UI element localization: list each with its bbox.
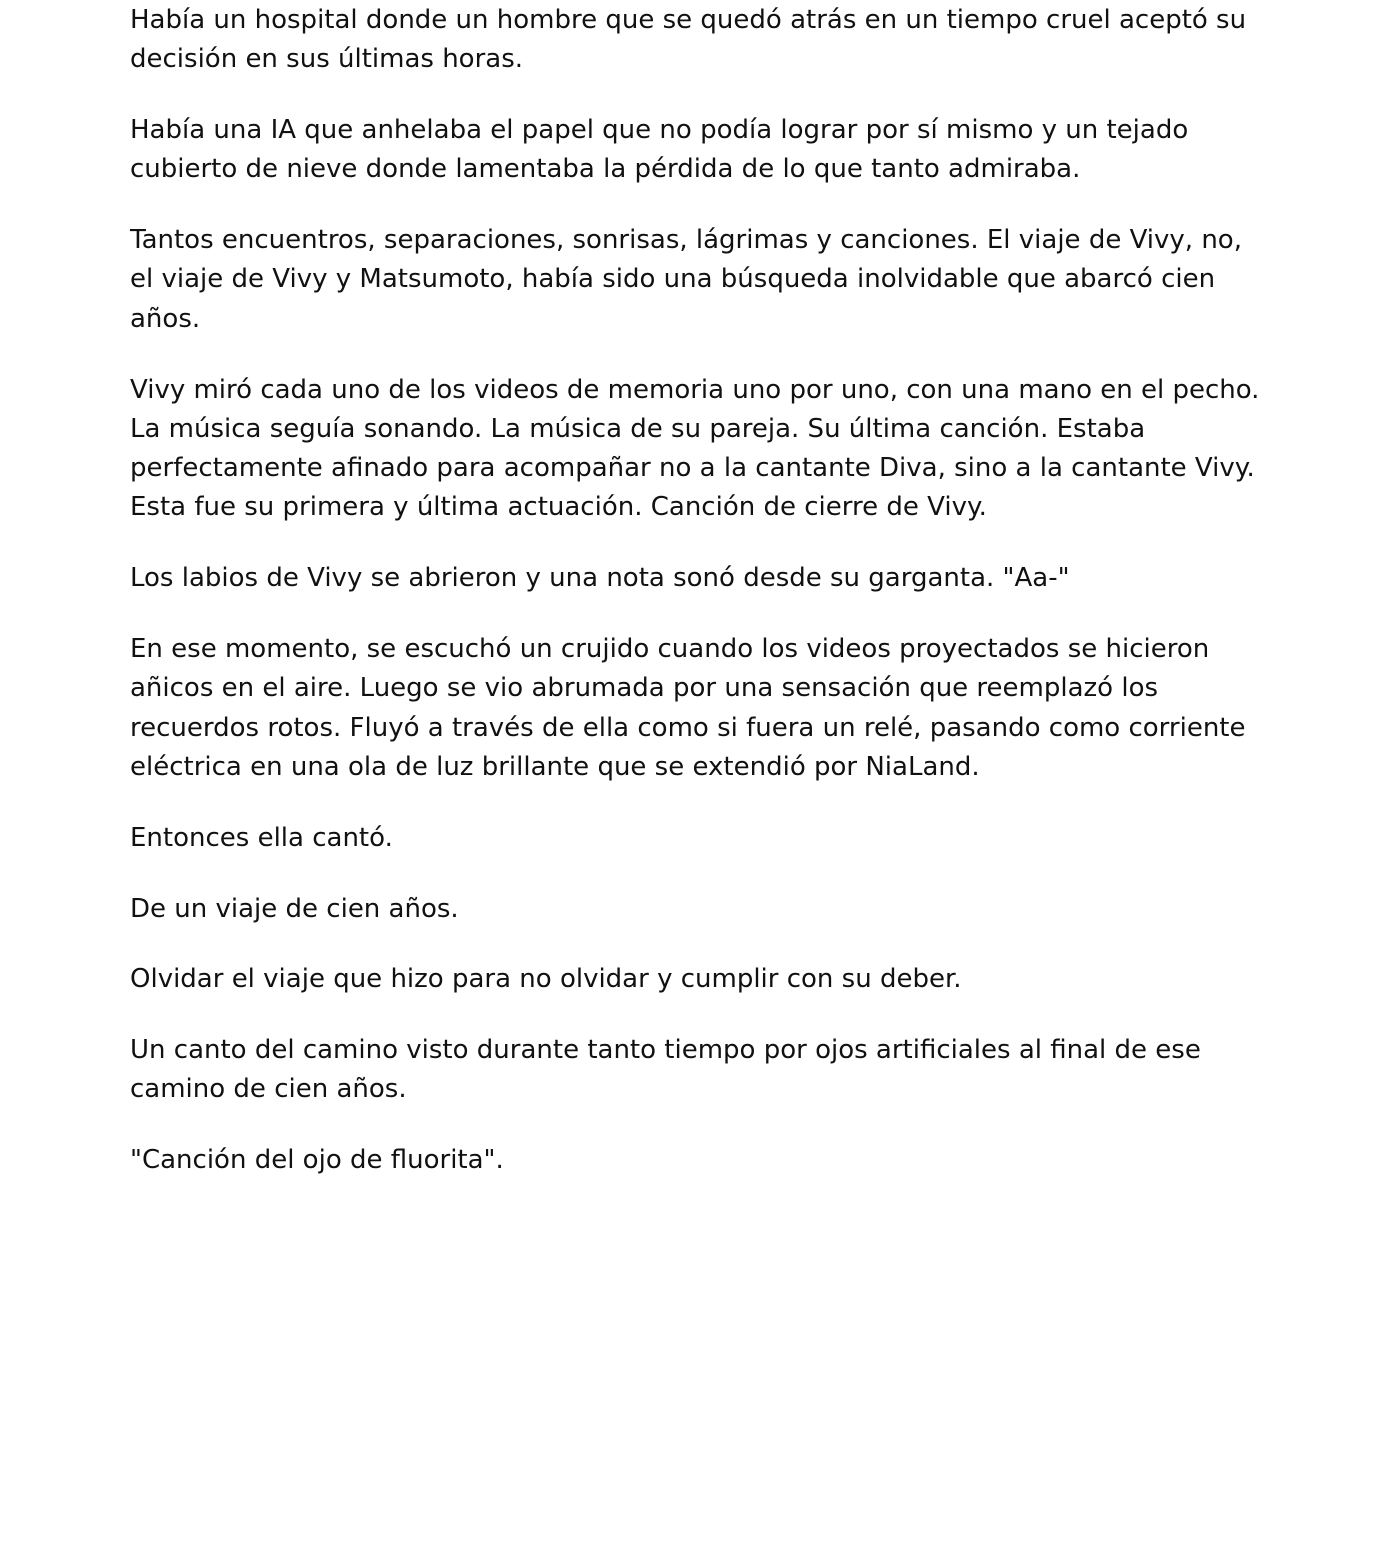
paragraph-10: Un canto del camino visto durante tanto tiempo por ojos artificiales al final de ese camino de cien años. <box>130 1035 1201 1105</box>
paragraph-9: Olvidar el viaje que hizo para no olvidar y cumplir con su deber. <box>130 964 962 995</box>
paragraph-2: Había una IA que anhelaba el papel que no podía lograr por sí mismo y un tejado cubierto de nieve donde lamentaba la pérdida de lo que tanto admiraba. <box>130 115 1189 185</box>
paragraph-1: Había un hospital donde un hombre que se quedó atrás en un tiempo cruel aceptó su decisión en sus últimas horas. <box>130 5 1247 75</box>
paragraph-7: Entonces ella cantó. <box>130 822 393 853</box>
paragraph-8: De un viaje de cien años. <box>130 893 459 924</box>
document-body <box>130 1 1270 1181</box>
paragraph-6: En ese momento, se escuchó un crujido cuando los videos proyectados se hicieron añicos en el aire. Luego se vio abrumada por una sensación que reemplazó los recuerdos rotos. Fluyó a través de ella como si fuera un relé, pasando como corriente eléctrica en una ola de luz brillante que se extendió por NiaLand. <box>130 634 1246 782</box>
paragraph-3: Tantos encuentros, separaciones, sonrisas, lágrimas y canciones. El viaje de Vivy, no, el viaje de Vivy y Matsumoto, había sido una búsqueda inolvidable que abarcó cien años. <box>130 225 1242 334</box>
paragraph-4: Vivy miró cada uno de los videos de memoria uno por uno, con una mano en el pecho. La música seguía sonando. La música de su pareja. Su última canción. Estaba perfectamente afinado para acompañar no a la cantante Diva, sino a la cantante Vivy. Esta fue su primera y última actuación. Canción de cierre de Vivy. <box>130 374 1260 523</box>
paragraph-11: "Canción del ojo de fluorita". <box>130 1145 504 1176</box>
paragraph-5: Los labios de Vivy se abrieron y una nota sonó desde su garganta. "Aa-" <box>130 563 1070 594</box>
